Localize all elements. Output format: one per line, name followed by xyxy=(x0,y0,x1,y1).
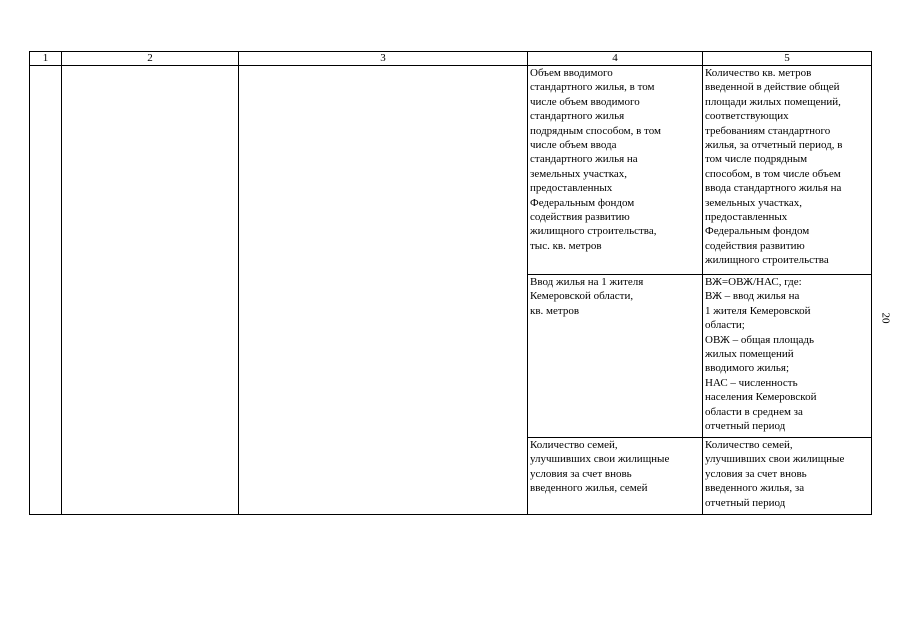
table-row xyxy=(30,66,872,275)
col1-merged-cell xyxy=(30,66,62,515)
method-cell: Количество семей, улучшивших свои жилищные условия за счет вновь введенного жилья, за отчетный период xyxy=(703,438,872,515)
page-number: 20 xyxy=(879,312,892,324)
column-header-5: 5 xyxy=(703,52,872,66)
indicator-cell: Ввод жилья на 1 жителя Кемеровской области, кв. метров xyxy=(528,275,703,438)
col3-merged-cell xyxy=(239,66,528,515)
column-header-4: 4 xyxy=(528,52,703,66)
col2-merged-cell xyxy=(62,66,239,515)
method-cell: ВЖ=ОВЖ/НАС, где: ВЖ – ввод жилья на 1 жителя Кемеровской области; ОВЖ – общая площадь жилых помещений вводимого жилья; НАС – численность населения Кемеровской области в среднем за отчетный период xyxy=(703,275,872,438)
column-header-2: 2 xyxy=(62,52,239,66)
indicator-cell: Объем вводимого стандартного жилья, в том числе объем вводимого стандартного жилья подрядным способом, в том числе объем ввода стандартного жилья на земельных участках, предоставленных Федеральным фондом содействия развитию жилищного строительства, тыс. кв. метров xyxy=(528,66,703,275)
table-header-row xyxy=(30,52,872,66)
indicator-cell: Количество семей, улучшивших свои жилищные условия за счет вновь введенного жилья, семей xyxy=(528,438,703,515)
column-header-1: 1 xyxy=(30,52,62,66)
method-cell: Количество кв. метров введенной в действие общей площади жилых помещений, соответствующих требованиям стандартного жилья, за отчетный период, в том числе подрядным способом, в том числе объем ввода стандартного жилья на земельных участках, предоставленных Федеральным фондом содействия развитию жилищного строительства xyxy=(703,66,872,275)
column-header-3: 3 xyxy=(239,52,528,66)
indicator-table xyxy=(29,51,872,515)
